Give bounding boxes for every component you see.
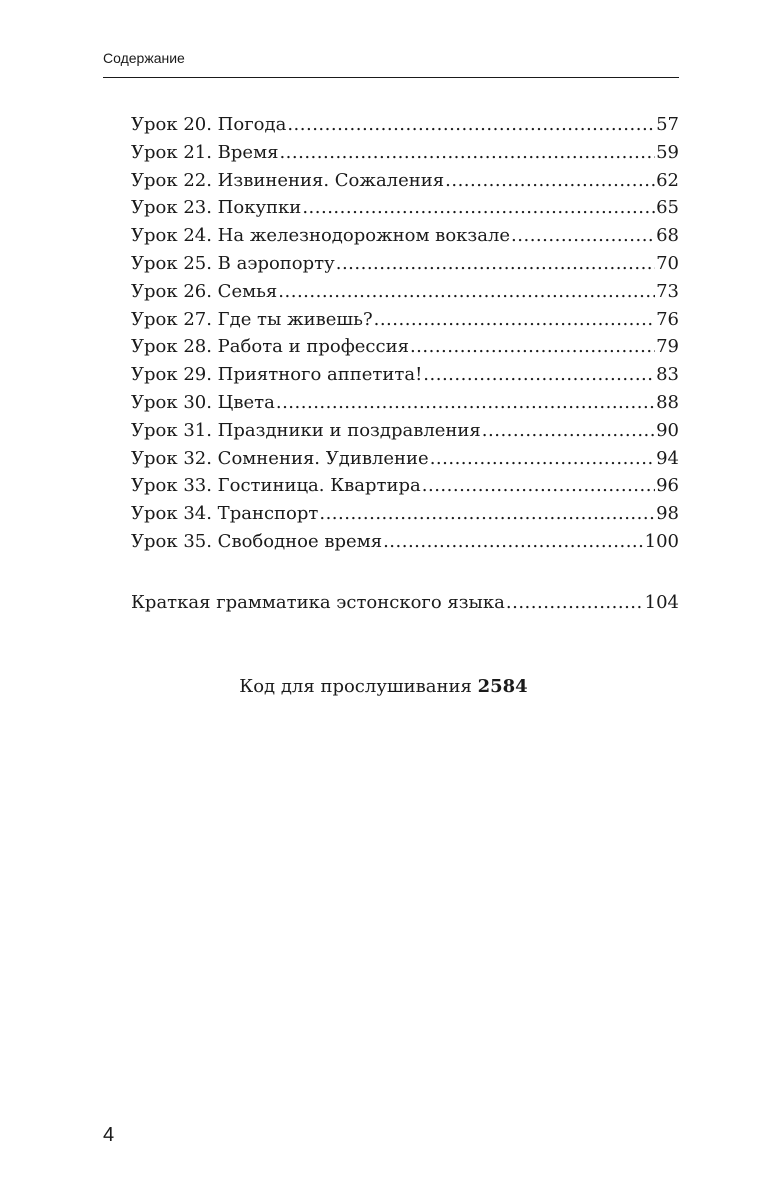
toc-dot-leader — [422, 472, 655, 500]
toc-dot-leader — [276, 389, 655, 417]
toc-dot-leader — [511, 222, 655, 250]
toc-entry-lesson-22[interactable] — [131, 167, 679, 195]
toc-entry-title: Урок 32. Сомнения. Удивление — [131, 447, 429, 469]
toc-entry-lesson-21[interactable] — [131, 139, 679, 167]
toc-entry-title: Урок 23. Покупки — [131, 197, 302, 219]
toc-entry-lesson-34[interactable] — [131, 500, 679, 528]
toc-dot-leader — [319, 500, 655, 528]
toc-entry-page: 98 — [656, 503, 679, 525]
toc-entry-lesson-29[interactable] — [131, 361, 679, 389]
page-number: 4 — [103, 1124, 115, 1146]
toc-dot-leader — [482, 417, 655, 445]
toc-entry-page: 73 — [656, 280, 679, 302]
toc-entry-page: 100 — [644, 530, 679, 552]
toc-entry-page: 88 — [656, 391, 679, 413]
toc-entry-title: Урок 34. Транспорт — [131, 503, 319, 525]
toc-entry-title: Урок 25. В аэропорту — [131, 252, 335, 274]
table-of-contents — [131, 111, 679, 556]
toc-entry-page: 68 — [656, 225, 679, 247]
toc-entry-title: Урок 30. Цвета — [131, 391, 275, 413]
running-head-title: Содержание — [103, 50, 185, 66]
toc-entry-lesson-25[interactable] — [131, 250, 679, 278]
audio-code-label: Код для прослушивания — [239, 676, 472, 697]
toc-dot-leader — [410, 333, 655, 361]
toc-entry-lesson-26[interactable] — [131, 278, 679, 306]
toc-dot-leader — [374, 306, 656, 334]
toc-entry-page: 65 — [656, 197, 679, 219]
toc-entry-page: 94 — [656, 447, 679, 469]
toc-entry-page: 83 — [656, 364, 679, 386]
toc-entry-title: Урок 22. Извинения. Сожаления — [131, 169, 445, 191]
toc-grammar-section — [131, 589, 679, 617]
toc-entry-lesson-35[interactable] — [131, 528, 679, 556]
toc-entry-title: Краткая грамматика эстонского языка — [131, 592, 505, 613]
audio-code-value: 2584 — [477, 676, 528, 697]
toc-entry-lesson-20[interactable] — [131, 111, 679, 139]
toc-entry-lesson-23[interactable] — [131, 194, 679, 222]
toc-entry-title: Урок 31. Праздники и поздравления — [131, 419, 481, 441]
toc-entry-lesson-30[interactable] — [131, 389, 679, 417]
toc-entry-title: Урок 24. На железнодорожном вокзале — [131, 225, 511, 247]
toc-entry-lesson-24[interactable] — [131, 222, 679, 250]
toc-dot-leader — [423, 361, 655, 389]
toc-entry-page: 59 — [656, 141, 679, 163]
toc-entry-lesson-31[interactable] — [131, 417, 679, 445]
toc-dot-leader — [279, 139, 655, 167]
toc-dot-leader — [383, 528, 644, 556]
toc-entry-lesson-32[interactable] — [131, 445, 679, 473]
toc-dot-leader — [287, 111, 655, 139]
toc-entry-lesson-27[interactable] — [131, 306, 679, 334]
toc-entry-page: 104 — [644, 592, 679, 613]
toc-entry-title: Урок 35. Свободное время — [131, 530, 383, 552]
toc-entry-title: Урок 27. Где ты живешь? — [131, 308, 373, 330]
toc-entry-page: 90 — [656, 419, 679, 441]
toc-dot-leader — [445, 167, 655, 195]
toc-dot-leader — [278, 278, 655, 306]
toc-entry-page: 79 — [656, 336, 679, 358]
toc-entry-page: 57 — [656, 114, 679, 135]
toc-dot-leader — [336, 250, 655, 278]
toc-entry-page: 96 — [656, 475, 679, 497]
toc-dot-leader — [430, 445, 655, 473]
toc-dot-leader — [506, 589, 644, 617]
toc-entry-lesson-33[interactable] — [131, 472, 679, 500]
toc-entry-page: 76 — [656, 308, 679, 330]
toc-entry-title: Урок 28. Работа и профессия — [131, 336, 409, 358]
toc-entry-page: 70 — [656, 252, 679, 274]
toc-entry-lesson-28[interactable] — [131, 333, 679, 361]
toc-entry-page: 62 — [656, 169, 679, 191]
toc-entry-title: Урок 20. Погода — [131, 114, 287, 135]
header-rule — [103, 77, 679, 78]
toc-entry-title: Урок 29. Приятного аппетита! — [131, 364, 423, 386]
toc-dot-leader — [302, 194, 655, 222]
toc-entry-title: Урок 26. Семья — [131, 280, 278, 302]
toc-entry-title: Урок 21. Время — [131, 141, 279, 163]
toc-entry-grammar[interactable] — [131, 589, 679, 617]
toc-entry-title: Урок 33. Гостиница. Квартира — [131, 475, 421, 497]
audio-code-line — [0, 673, 767, 701]
